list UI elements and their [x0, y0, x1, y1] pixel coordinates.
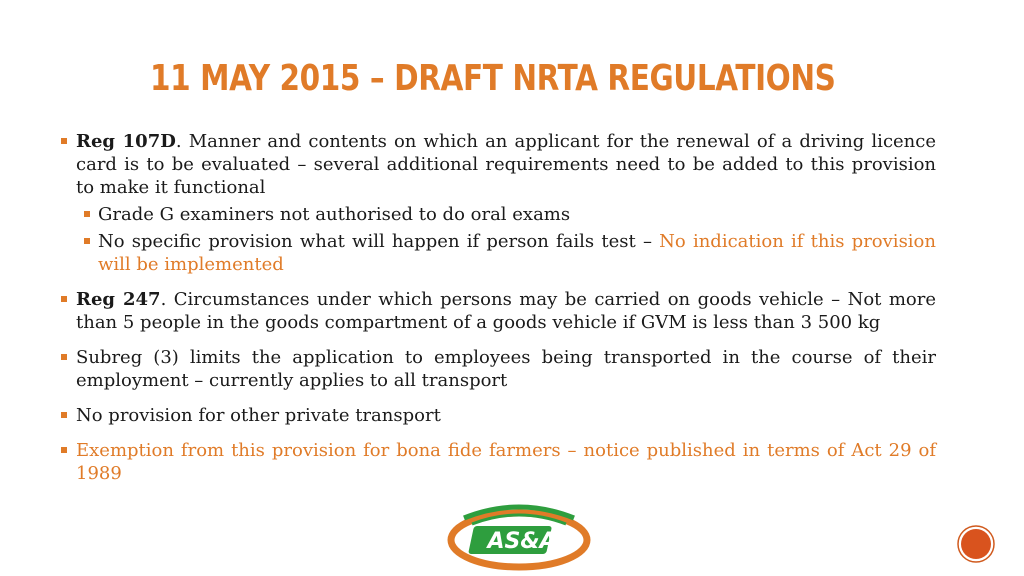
bullet-text: Subreg (3) limits the application to employees being transported in the course of their employment – currently applies to all transport: [76, 347, 936, 391]
logo-text: AS&A: [487, 529, 557, 554]
circle-slide-icon[interactable]: [956, 524, 996, 564]
bullet-text: Grade G examiners not authorised to do oral exams: [98, 204, 571, 225]
bullet-text: . Circumstances under which persons may be carried on goods vehicle – Not more than 5 people in the goods compartment of a goods vehicle if GVM is less than 3 500 kg: [76, 289, 937, 333]
bullet-text: . Manner and contents on which an applicant for the renewal of a driving licence card is to be evaluated – several additional requirements need to be added to this provision to make it functional: [76, 131, 937, 198]
bullet-highlight: No indication if this provision will be implemented: [98, 231, 936, 275]
asa-logo: [446, 498, 592, 572]
bullet-no-provision: [60, 404, 936, 427]
bullet-lead: Reg 107D: [76, 131, 176, 152]
bullet-text: No provision for other private transport: [76, 405, 441, 426]
bullet-reg-247: [60, 288, 936, 334]
slide-title: 11 MAY 2015 – DRAFT NRTA REGULATIONS: [150, 58, 836, 99]
bullet-highlight: Exemption from this provision for bona fide farmers – notice published in terms of Act 29 of 1989: [76, 440, 936, 484]
bullet-exemption: [60, 439, 936, 485]
sub-bullet-grade-g: [82, 203, 936, 226]
bullet-text: No specific provision what will happen if person fails test –: [98, 231, 660, 252]
bullet-reg-107d: [60, 130, 936, 199]
bullet-lead: Reg 247: [76, 289, 161, 310]
slide-body: [60, 130, 936, 485]
sub-bullet-fails-test: [82, 230, 936, 276]
bullet-subreg-3: [60, 346, 936, 392]
